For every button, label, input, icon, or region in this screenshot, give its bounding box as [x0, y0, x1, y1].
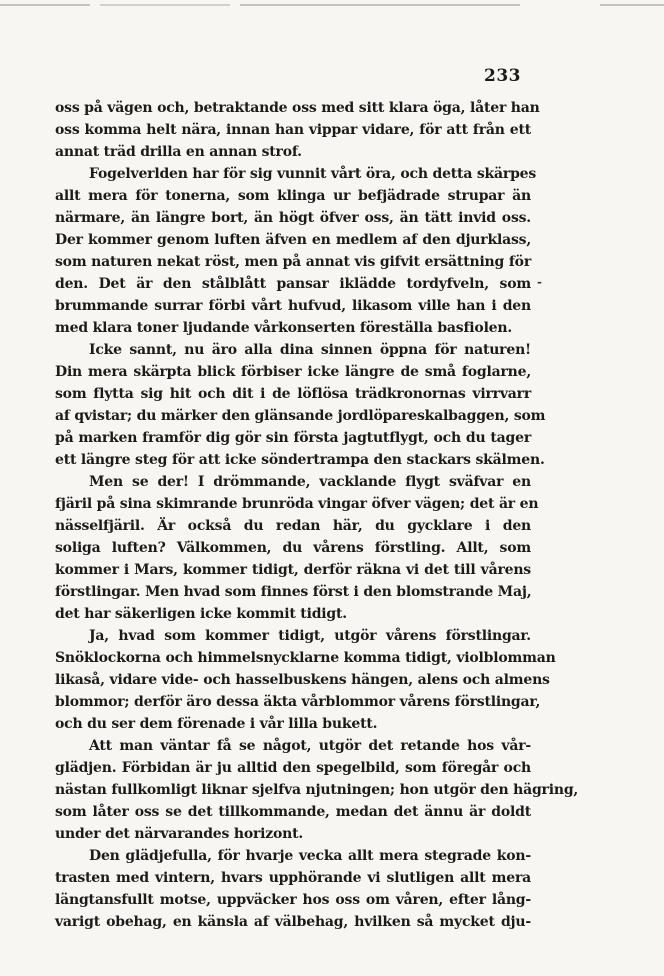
text-line: Din mera skärpta blick förbiser icke längre de små foglarne, — [55, 364, 531, 380]
text-line: Den glädjefulla, för hvarje vecka allt mera stegrade kon- — [89, 848, 531, 864]
text-line: den. Det är den stålblått pansar iklädde tordyfveln, som — [55, 276, 531, 292]
text-line: Icke sannt, nu äro alla dina sinnen öppna för naturen! — [89, 342, 531, 358]
text-line: fjäril på sina skimrande brunröda vingar öfver vägen; det är en — [55, 496, 539, 512]
text-line: förstlingar. Men hvad som finnes först i den blomstrande Maj, — [55, 584, 532, 600]
text-line: det har säkerligen icke kommit tidigt. — [55, 606, 347, 622]
text-line: på marken framför dig gör sin första jagtutflygt, och du tager — [55, 430, 531, 446]
text-line: som låter oss se det tillkommande, medan det ännu är doldt — [55, 804, 531, 820]
text-line: likaså, vidare vide- och hasselbuskens hängen, alens och almens — [55, 672, 550, 688]
text-line: varigt obehag, en känsla af välbehag, hvilken så mycket dju- — [55, 914, 531, 930]
text-line: närmare, än längre bort, än högt öfver oss, än tätt invid oss. — [55, 210, 531, 226]
text-line: med klara toner ljudande vårkonserten föreställa basfiolen. — [55, 320, 513, 336]
text-line: Snöklockorna och himmelsnycklarne komma tidigt, violblomman — [55, 650, 556, 666]
text-line: Ja, hvad som kommer tidigt, utgör vårens förstlingar. — [89, 628, 531, 644]
body-text — [55, 97, 579, 933]
text-line: kommer i Mars, kommer tidigt, derför räkna vi det till vårens — [55, 562, 531, 578]
text-line: glädjen. Förbidan är ju alltid den spegelbild, som föregår och — [55, 760, 531, 776]
text-line: längtansfullt motse, uppväcker hos oss om våren, efter lång- — [55, 892, 531, 908]
text-line: Att man väntar få se något, utgör det retande hos vår- — [89, 738, 531, 754]
text-line: brummande surrar förbi vårt hufvud, likasom ville han i den — [55, 298, 531, 314]
text-line: och du ser dem förenade i vår lilla bukett. — [55, 716, 378, 732]
text-line: allt mera för tonerna, som klinga ur befjädrade strupar än — [55, 188, 531, 204]
text-line: oss komma helt nära, innan han vippar vidare, för att från ett — [55, 122, 531, 138]
margin-mark: - — [537, 275, 542, 289]
page-number: 233 — [484, 66, 521, 86]
text-line: Der kommer genom luften äfven en medlem af den djurklass, — [55, 232, 531, 248]
text-line: annat träd drilla en annan strof. — [55, 144, 302, 160]
text-line: trasten med vintern, hvars upphörande vi slutligen allt mera — [55, 870, 531, 886]
text-line: Men se der! I drömmande, vacklande flygt sväfvar en — [89, 474, 531, 490]
text-line: nästan fullkomligt liknar sjelfva njutningen; hon utgör den hägring, — [55, 782, 579, 798]
text-line: som flytta sig hit och dit i de löflösa trädkronornas virrvarr — [55, 386, 531, 402]
text-line: Fogelverlden har för sig vunnit vårt öra, och detta skärpes — [89, 166, 537, 182]
text-line: som naturen nekat röst, men på annat vis gifvit ersättning för — [55, 254, 531, 270]
text-line: under det närvarandes horizont. — [55, 826, 304, 842]
text-line: oss på vägen och, betraktande oss med sitt klara öga, låter han — [55, 100, 540, 116]
text-line: ett längre steg för att icke söndertrampa den stackars skälmen. — [55, 452, 545, 468]
text-line: soliga luften? Välkommen, du vårens förstling. Allt, som — [55, 540, 531, 556]
text-line: blommor; derför äro dessa äkta vårblommor vårens förstlingar, — [55, 694, 541, 710]
text-line: af qvistar; du märker den glänsande jordlöpareskalbaggen, som — [55, 408, 546, 424]
text-line: nässelfjäril. Är också du redan här, du gycklare i den — [55, 518, 531, 534]
top-edge-rule — [0, 4, 664, 6]
